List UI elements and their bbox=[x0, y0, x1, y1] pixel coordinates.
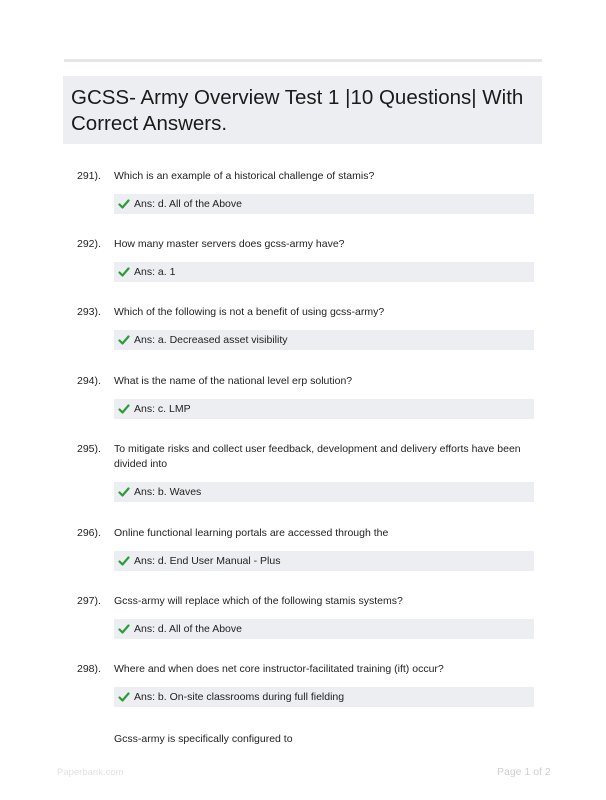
check-icon bbox=[118, 623, 130, 635]
question-text: Where and when does net core instructor-facilitated training (ift) occur? bbox=[114, 663, 444, 675]
answer-text: Ans: d. All of the Above bbox=[134, 197, 242, 210]
answer-box bbox=[114, 262, 534, 282]
question-number: 291). bbox=[77, 170, 101, 182]
answer-box bbox=[114, 399, 534, 419]
document-title: GCSS- Army Overview Test 1 |10 Questions| With Correct Answers. bbox=[71, 86, 524, 135]
check-icon bbox=[118, 198, 130, 210]
check-icon bbox=[118, 486, 130, 498]
question-number: 293). bbox=[77, 306, 101, 318]
question-number: 294). bbox=[77, 375, 101, 387]
answer-box bbox=[114, 551, 534, 571]
question-text: To mitigate risks and collect user feedback, development and delivery efforts have been divided into bbox=[114, 443, 521, 470]
answer-box bbox=[114, 482, 534, 502]
answer-box bbox=[114, 619, 534, 639]
question-number: 292). bbox=[77, 238, 101, 250]
question-number: 296). bbox=[77, 527, 101, 539]
title-banner bbox=[63, 76, 542, 144]
check-icon bbox=[118, 691, 130, 703]
answer-text: Ans: b. Waves bbox=[134, 485, 202, 498]
check-icon bbox=[118, 555, 130, 567]
top-divider bbox=[64, 59, 542, 62]
footer-watermark: Paperbank.com bbox=[57, 767, 124, 778]
answer-text: Ans: c. LMP bbox=[134, 402, 191, 415]
question-text: How many master servers does gcss-army have? bbox=[114, 238, 345, 250]
answer-text: Ans: b. On-site classrooms during full fielding bbox=[134, 690, 345, 703]
question-text: Which of the following is not a benefit of using gcss-army? bbox=[114, 306, 385, 318]
check-icon bbox=[118, 403, 130, 415]
check-icon bbox=[118, 334, 130, 346]
check-icon bbox=[118, 266, 130, 278]
question-number: 295). bbox=[77, 443, 101, 455]
question-text: Gcss-army will replace which of the following stamis systems? bbox=[114, 595, 403, 607]
answer-box bbox=[114, 194, 534, 214]
question-text: Online functional learning portals are accessed through the bbox=[114, 527, 389, 539]
question-text: What is the name of the national level erp solution? bbox=[114, 375, 353, 387]
answer-box bbox=[114, 330, 534, 350]
page-indicator: Page 1 of 2 bbox=[497, 766, 551, 778]
question-number: 298). bbox=[77, 663, 101, 675]
answer-text: Ans: a. 1 bbox=[134, 265, 176, 278]
answer-box bbox=[114, 687, 534, 707]
answer-text: Ans: d. All of the Above bbox=[134, 622, 242, 635]
answer-text: Ans: a. Decreased asset visibility bbox=[134, 333, 288, 346]
partial-question-text: Gcss-army is specifically configured to bbox=[114, 733, 293, 745]
question-number: 297). bbox=[77, 595, 101, 607]
question-text: Which is an example of a historical challenge of stamis? bbox=[114, 170, 375, 182]
answer-text: Ans: d. End User Manual - Plus bbox=[134, 554, 281, 567]
